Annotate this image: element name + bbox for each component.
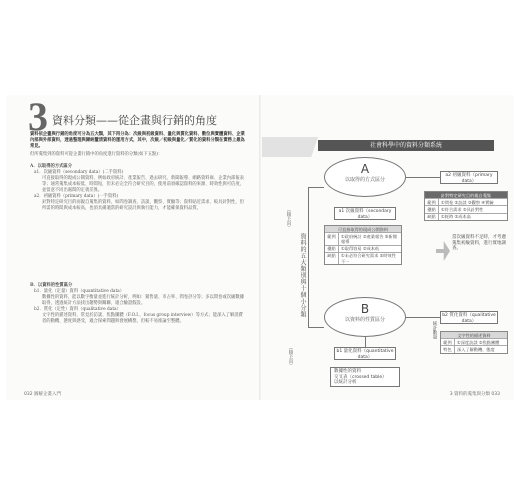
body-paragraph: 但所蒐集到的資料可從企畫行銷中的角度進行資料的分類(如下五點)： [30,152,163,157]
row-value: ①未必符合研究需求 ②時效性不一 [341,253,396,264]
row-value: ①問卷 ②訪談 ③觀察 ④實驗 [441,199,494,205]
item-b1-label: b1．量化（定量）資料（quantitative data） [34,289,125,294]
caption-top: （接下頁） [286,207,291,230]
b2-row [441,338,507,345]
b2-row [441,345,507,352]
a1-row [325,252,401,264]
chapter-number: 3 [28,94,48,139]
a1-tag: a1 次級資料（secondary data） [334,207,396,220]
intro-paragraph: 資料依企畫與行銷的角度可分為五大類，其下再分為：次級與初級資料、量化與質化資料、數位與實體資料、企業內部與外部資料，透過整理與歸納釐清資料的運用方式，其中，次級／初級與量化／質化的資料分類在實務上最為常見。 [30,132,245,149]
right-arrow-icon [436,241,450,261]
item-b1-body: 數據性的資料，能以數字衡量並進行統計分析，例如：銷售量、市占率、問卷評分等；多以問卷或次級數據取得，透過統計方法找出趨勢與關聯，適合驗證假設。 [42,295,244,306]
connector-line [308,187,309,327]
item-a2-label: a2．初級資料（primary data）(一手資料) [34,194,119,199]
item-b2-body: 文字性的描述資料，常見於訪談、焦點團體（F.O.I.，focus group interview）等方式；能深入了解消費者的動機、態度與感受，適合探索問題與發展構想，但較不易推論至整體。 [42,313,243,324]
item-b2-label: b2．質化（定性）資料（qualitative data） [34,307,121,312]
connector-line [308,187,324,188]
row-key: 範例 [325,233,339,244]
right-folio: 3 資料的蒐集與分類 033 [449,392,500,397]
caption-bottom: （接下頁） [288,345,293,368]
row-key: 範例 [441,339,455,345]
b2-box [440,331,508,354]
category-b-label: 以資料的性質區分 [344,317,385,323]
book-spread [6,95,514,400]
category-a-label: 以取得的方式區分 [344,177,385,183]
a2-row [425,198,507,205]
vertical-title: 資料的五大類別與十個小分類 [299,233,306,318]
section-b-heading: B．以資料的性質區分 [30,283,73,288]
chapter-title: 資料分類——從企畫與行銷的角度 [52,114,217,127]
category-b-letter: B [360,302,370,316]
section-b-list [30,289,246,325]
b1-note: 數據性的資料 [334,369,361,374]
a1-row [325,232,401,244]
a2-box [424,191,508,221]
row-key: 範例 [425,199,439,205]
classification-diagram [260,95,514,400]
row-value: ①政府統計 ②產業報告 ③新聞報導 [341,233,397,244]
row-key: 缺點 [325,253,339,264]
row-key: 缺點 [425,214,439,220]
b1-sub: 交叉表（crossed table） [334,374,387,380]
arrow-note: 當次級資料不足時，才考慮蒐集初級資料，進行實地調查。 [452,235,506,251]
connector-line [406,317,440,318]
row-key: 優點 [425,206,439,212]
item-a1-body: 可直接取得的現成公開資料，例如政府統計、產業報告、過去研究、新聞報導、網路資料庫、企業內部報表等；通常蒐集成本較低、時間短，但未必完全符合研究目的，使用前須確認資料的來源、時效性與可信度，並留意不同出處間的定義差異。 [42,176,244,193]
connector-line [406,177,440,178]
category-a-circle [324,157,406,197]
connector-line [308,327,324,328]
a1-box-head: 可直接取得的現成公開資料 [325,226,401,232]
a2-row [425,213,507,220]
a2-tag: a2 初級資料（primary data） [440,171,498,184]
left-folio: 032 圖解企畫入門 [24,392,62,397]
category-a-letter: A [360,162,370,176]
a2-row [425,205,507,212]
item-a2-body: 針對特定研究目的而親自蒐集的資料，如問卷調查、訪談、觀察、實驗等；資料貼近需求、較具針對性，但所需的時間與成本較高，也須具備適當的研究設計與執行能力，才能確保資料品質。 [42,200,244,211]
right-page [260,95,514,400]
row-value: ①耗時 ②成本高 [441,214,471,220]
a1-row [325,245,401,252]
section-a-heading: A．以取得的方式區分 [30,164,73,169]
section-a-list [30,170,246,212]
b2-box-head: 文字性的描述資料 [441,332,507,338]
a1-box [324,225,402,265]
left-page [6,95,260,400]
b2-tag: b2 質化資料（qualitative data） [440,311,498,324]
item-a1-label: a1．次級資料（secondary data）(二手資料) [34,170,124,175]
a2-box-head: 針對特定研究目的親自蒐集 [425,192,507,198]
b1-sub2: 以統計分析 [334,380,357,385]
row-value: ①符合需求 ②具針對性 [441,206,484,212]
b1-box [330,367,400,387]
connector-line [365,337,366,347]
category-b-circle [324,297,406,337]
banner-ribbon [262,137,318,157]
row-value: 深入了解動機、態度 [457,346,495,352]
b1-tag: b1 量化資料（quantitative data） [334,347,396,360]
row-key: 特色 [441,346,455,352]
diagram-banner: 社會科學中的資料分類系統 [318,140,494,151]
row-value: ①取得容易 ②成本低 [341,246,380,252]
caption-stat: 統計數量 [432,321,437,339]
row-key: 優點 [325,246,339,252]
row-value: ①深度訪談 ②焦點團體 [457,339,500,345]
